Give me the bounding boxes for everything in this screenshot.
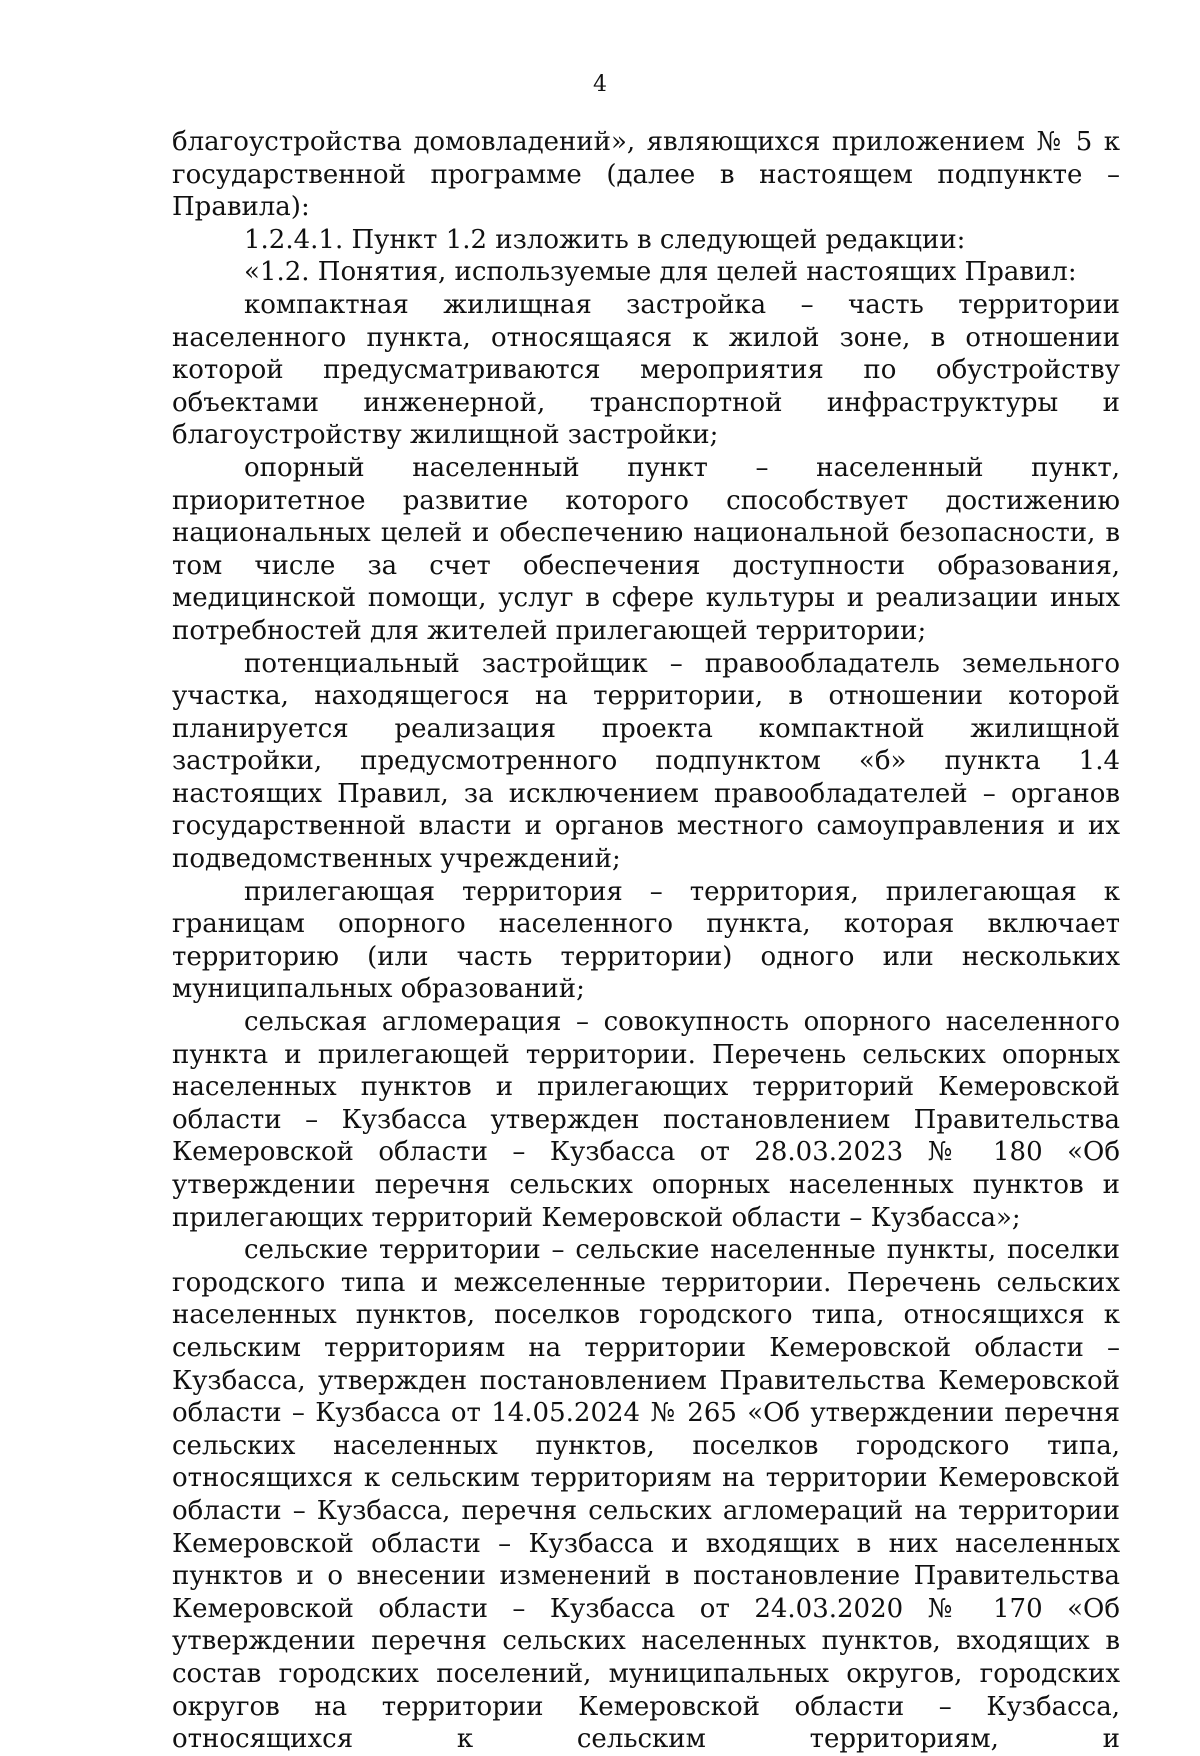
paragraph-definition-rural-territories: сельские территории – сельские населенные пункты, поселки городского типа и межселенные территории. Перечень сельских населенных пунктов, поселков городского типа, относящихся к сельским территориям на территории Кемеровской области – Кузбасса, утвержден постановлением Правительства Кемеровской области – Кузбасса от 14.05.2024 № 265 «Об утверждении перечня сельских населенных пунктов, поселков городского типа, относящихся к сельским территориям на территории Кемеровской области – Кузбасса, перечня сельских агломераций на территории Кемеровской области – Кузбасса и входящих в них населенных пунктов и о внесении изменений в постановление Правительства Кемеровской области – Кузбасса от 24.03.2020 № 170 «Об утверждении перечня сельских населенных пунктов, входящих в состав городских поселений, муниципальных округов, городских округов на территории Кемеровской области – Кузбасса, относящихся к сельским территориям, и	[172, 1235, 1120, 1755]
page-number: 4	[593, 72, 607, 97]
paragraph-definition-support-settlement: опорный населенный пункт – населенный пункт, приоритетное развитие которого способствует достижению национальных целей и обеспечению национальной безопасности, в том числе за счет обеспечения доступности образования, медицинской помощи, услуг в сфере культуры и реализации иных потребностей для жителей прилегающей территории;	[172, 452, 1120, 646]
paragraph-continuation: благоустройства домовладений», являющихся приложением № 5 к государственной программе (далее в настоящем подпункте – Правила):	[172, 127, 1120, 223]
document-body	[172, 126, 1120, 1756]
paragraph-definition-potential-developer: потенциальный застройщик – правообладатель земельного участка, находящегося на территории, в отношении которой планируется реализация проекта компактной жилищной застройки, предусмотренного подпунктом «б» пункта 1.4 настоящих Правил, за исключением правообладателей – органов государственной власти и органов местного самоуправления и их подведомственных учреждений;	[172, 648, 1120, 875]
paragraph-subclause-heading: 1.2.4.1. Пункт 1.2 изложить в следующей редакции:	[244, 224, 966, 255]
paragraph-definition-compact-housing: компактная жилищная застройка – часть территории населенного пункта, относящаяся к жилой зоне, в отношении которой предусматриваются мероприятия по обустройству объектами инженерной, транспортной инфраструктуры и благоустройству жилищной застройки;	[172, 289, 1120, 451]
paragraph-definition-rural-agglomeration: сельская агломерация – совокупность опорного населенного пункта и прилегающей территории. Перечень сельских опорных населенных пунктов и прилегающих территорий Кемеровской области – Кузбасса утвержден постановлением Правительства Кемеровской области – Кузбасса от 28.03.2023 № 180 «Об утверждении перечня сельских опорных населенных пунктов и прилегающих территорий Кемеровской области – Кузбасса»;	[172, 1007, 1120, 1233]
paragraph-definitions-intro: «1.2. Понятия, используемые для целей настоящих Правил:	[244, 257, 1077, 288]
paragraph-definition-adjacent-territory: прилегающая территория – территория, прилегающая к границам опорного населенного пункта, которая включает территорию (или часть территории) одного или нескольких муниципальных образований;	[172, 876, 1120, 1005]
